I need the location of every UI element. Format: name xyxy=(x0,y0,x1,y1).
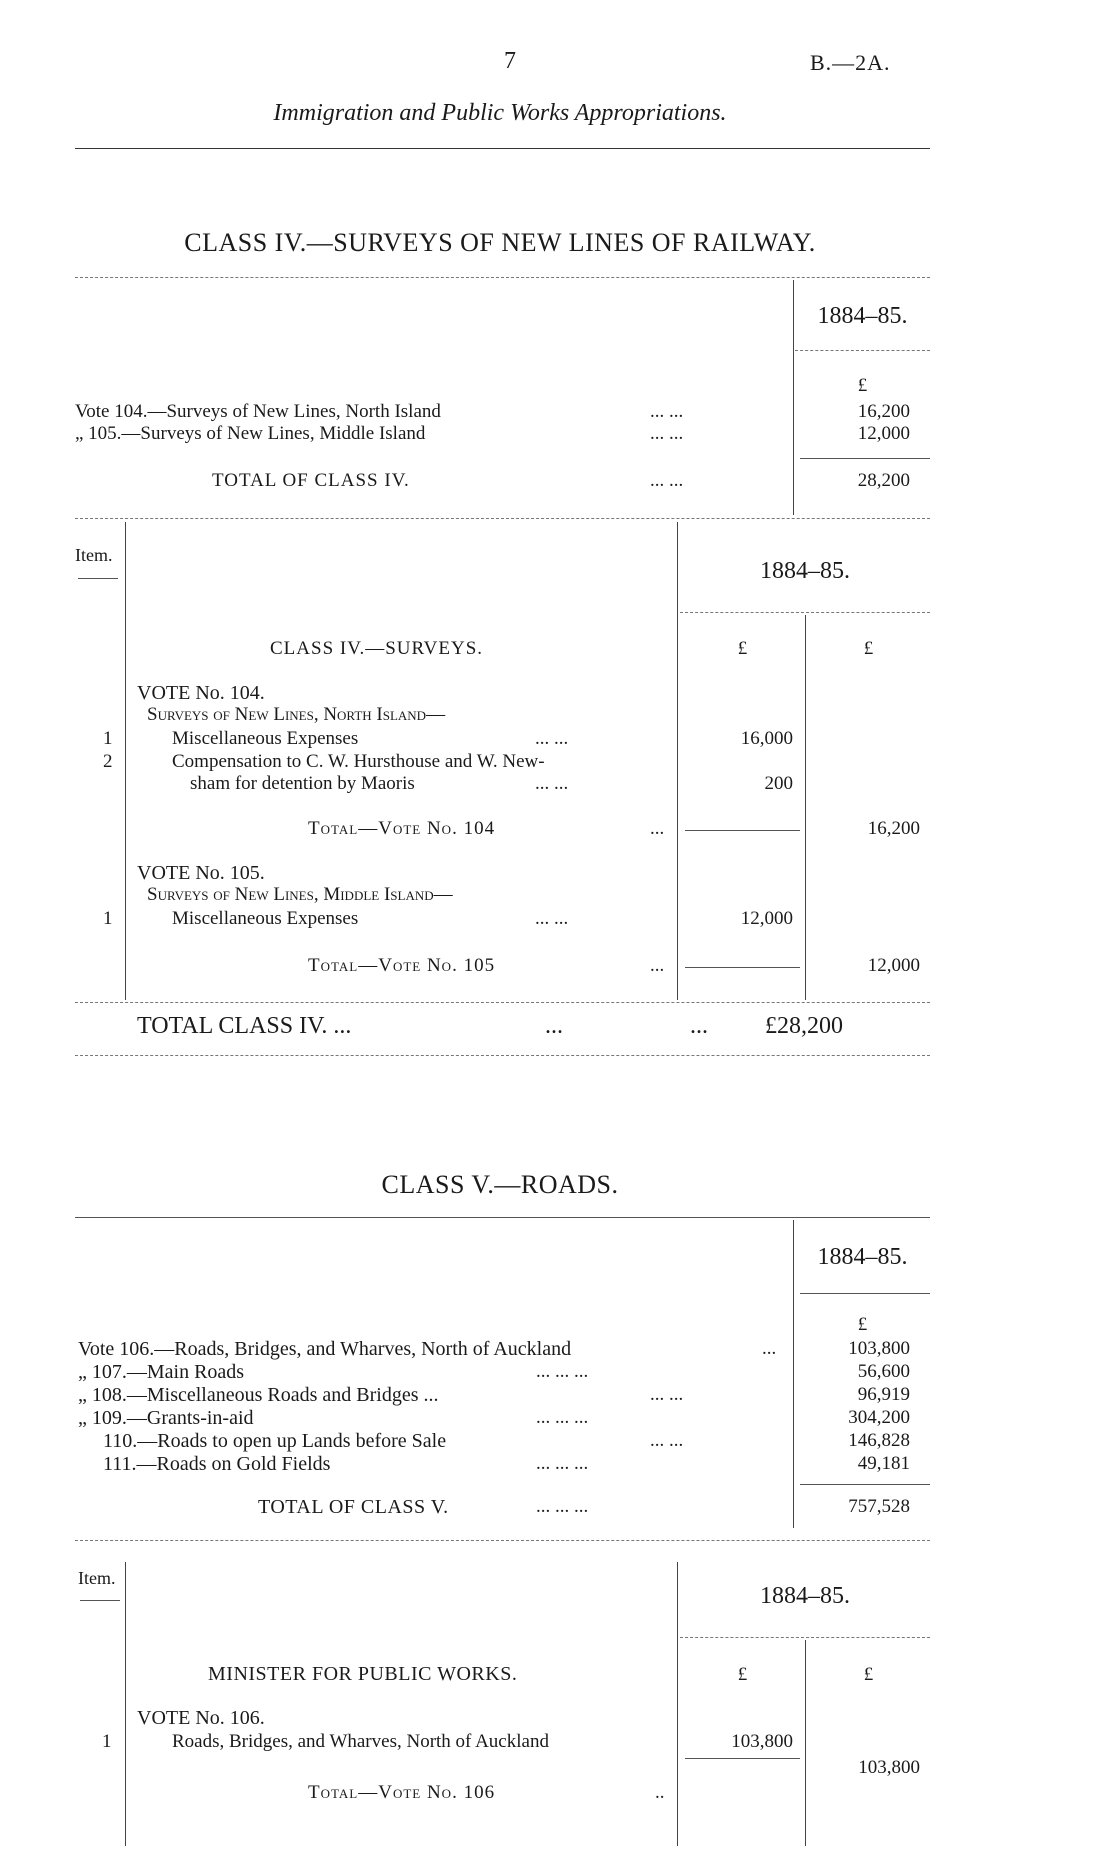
class4-year-underline xyxy=(795,350,930,351)
class5-summary-total-label: TOTAL OF CLASS V. xyxy=(258,1496,449,1518)
vote-106-summary-label: Vote 106.—Roads, Bridges, and Wharves, North of Auckland xyxy=(78,1338,572,1360)
class5-detail-right-amount-rule xyxy=(805,1640,806,1846)
vote-104-sum-rule xyxy=(685,830,800,831)
class5-detail-section-title: MINISTER FOR PUBLIC WORKS. xyxy=(208,1663,518,1685)
class5-year-underline xyxy=(800,1293,930,1294)
vote-104-item-2-number: 2 xyxy=(103,751,113,772)
vote-111-summary-amount: 49,181 xyxy=(857,1453,910,1474)
class4-summary-total-leaders: ... ... xyxy=(650,470,684,491)
class5-summary-column-rule xyxy=(793,1220,794,1528)
vote-107-summary-amount: 56,600 xyxy=(857,1361,910,1382)
vote-104-subheading: Surveys of New Lines, North Island— xyxy=(147,704,446,725)
class4-detail-currency-1: £ xyxy=(737,638,748,659)
vote-105-total-label: Total—Vote No. 105 xyxy=(308,955,496,976)
vote-105-heading: VOTE No. 105. xyxy=(137,862,265,884)
vote-104-item-2-amount: 200 xyxy=(764,773,793,794)
vote-106-item-1-number: 1 xyxy=(102,1731,112,1752)
vote-104-item-1-amount: 16,000 xyxy=(740,728,793,749)
class5-item-underline xyxy=(80,1600,120,1601)
class5-detail-year-underline xyxy=(680,1637,930,1638)
vote-108-summary-leaders: ... ... xyxy=(650,1384,684,1405)
vote-104-summary-amount: 16,200 xyxy=(857,401,910,422)
vote-104-summary-leaders: ... ... xyxy=(650,401,684,422)
vote-106-summary-leaders: ... xyxy=(762,1338,777,1359)
vote-104-item-2-leaders: ... ... xyxy=(535,773,569,794)
vote-106-item-1-text: Roads, Bridges, and Wharves, North of Auckland xyxy=(172,1731,549,1752)
class4-grand-total-leaders-1: ... xyxy=(545,1013,563,1039)
class4-item-underline xyxy=(78,578,118,579)
vote-106-total-leaders: .. xyxy=(655,1782,665,1803)
vote-104-item-1-text: Miscellaneous Expenses xyxy=(172,728,359,749)
vote-105-item-1-text: Miscellaneous Expenses xyxy=(172,908,359,929)
vote-105-summary-leaders: ... ... xyxy=(650,423,684,444)
class4-summary-year: 1884–85. xyxy=(817,303,908,329)
vote-106-item-1-amount: 103,800 xyxy=(731,1731,793,1752)
class4-detail-year: 1884–85. xyxy=(760,558,850,584)
class4-summary-sum-rule xyxy=(800,458,930,459)
vote-108-summary-amount: 96,919 xyxy=(857,1384,910,1405)
class4-grand-total-amount: £28,200 xyxy=(765,1013,843,1039)
vote-104-item-2-text-continued: sham for detention by Maoris xyxy=(190,773,415,794)
vote-110-summary-label: 110.—Roads to open up Lands before Sale xyxy=(78,1430,447,1452)
class5-detail-year: 1884–85. xyxy=(760,1583,850,1609)
class4-summary-currency: £ xyxy=(857,375,868,396)
class5-summary-total-amount: 757,528 xyxy=(848,1496,910,1517)
vote-105-item-1-number: 1 xyxy=(103,908,113,929)
vote-108-summary-label: „ 108.—Miscellaneous Roads and Bridges ... xyxy=(78,1384,439,1406)
vote-104-item-2-text: Compensation to C. W. Hursthouse and W. New- xyxy=(172,751,545,772)
class5-summary-total-leaders: ... ... ... xyxy=(536,1496,589,1517)
vote-105-total-leaders: ... xyxy=(650,955,665,976)
vote-104-total-amount: 16,200 xyxy=(867,818,920,839)
class5-item-header: Item. xyxy=(78,1568,116,1588)
class4-summary-bottom-rule xyxy=(75,518,930,519)
vote-104-item-1-leaders: ... ... xyxy=(535,728,569,749)
vote-105-item-1-amount: 12,000 xyxy=(740,908,793,929)
vote-104-item-1-number: 1 xyxy=(103,728,113,749)
class4-summary-column-rule xyxy=(793,280,794,515)
vote-104-summary-label: Vote 104.—Surveys of New Lines, North Island xyxy=(75,401,441,422)
vote-105-total-amount: 12,000 xyxy=(867,955,920,976)
vote-104-total-leaders: ... xyxy=(650,818,665,839)
class5-summary-sum-rule xyxy=(800,1484,930,1485)
header-rule xyxy=(75,148,930,149)
vote-111-summary-leaders: ... ... ... xyxy=(536,1453,589,1474)
vote-105-sum-rule xyxy=(685,967,800,968)
vote-106-total-amount: 103,800 xyxy=(858,1757,920,1778)
vote-111-summary-label: 111.—Roads on Gold Fields xyxy=(78,1453,331,1475)
vote-106-total-label: Total—Vote No. 106 xyxy=(308,1782,496,1803)
class4-detail-left-amount-rule xyxy=(677,522,678,1000)
vote-105-summary-label: „ 105.—Surveys of New Lines, Middle Island xyxy=(75,423,426,444)
page-number: 7 xyxy=(504,48,516,74)
vote-110-summary-leaders: ... ... xyxy=(650,1430,684,1451)
class5-detail-currency-2: £ xyxy=(863,1664,874,1685)
page-subtitle: Immigration and Public Works Appropriations. xyxy=(273,100,727,126)
class4-grand-total-label: TOTAL CLASS IV. ... xyxy=(137,1013,352,1039)
vote-109-summary-label: „ 109.—Grants-in-aid xyxy=(78,1407,254,1429)
vote-104-heading: VOTE No. 104. xyxy=(137,682,265,704)
class4-grand-total-bottom-rule xyxy=(75,1055,930,1056)
vote-106-sum-rule xyxy=(685,1758,800,1759)
vote-107-summary-leaders: ... ... ... xyxy=(536,1361,589,1382)
class4-detail-right-amount-rule xyxy=(805,615,806,1000)
vote-104-total-label: Total—Vote No. 104 xyxy=(308,818,496,839)
vote-109-summary-amount: 304,200 xyxy=(848,1407,910,1428)
class4-item-column-rule xyxy=(125,522,126,1000)
class5-summary-top-rule xyxy=(75,1217,930,1218)
class4-detail-year-underline xyxy=(680,612,930,613)
class5-summary-currency: £ xyxy=(857,1314,868,1335)
vote-106-summary-amount: 103,800 xyxy=(848,1338,910,1359)
document-reference: B.—2A. xyxy=(810,50,891,75)
class5-summary-year: 1884–85. xyxy=(817,1244,908,1270)
class4-detail-section-title: CLASS IV.—SURVEYS. xyxy=(270,638,484,659)
vote-106-heading: VOTE No. 106. xyxy=(137,1707,265,1729)
class5-summary-bottom-rule xyxy=(75,1540,930,1541)
class4-grand-total-top-rule xyxy=(75,1002,930,1003)
class5-title: CLASS V.—ROADS. xyxy=(381,1170,619,1199)
class5-detail-left-amount-rule xyxy=(677,1562,678,1846)
class4-item-header: Item. xyxy=(75,545,113,565)
class4-summary-top-rule xyxy=(75,277,930,278)
class4-summary-total-amount: 28,200 xyxy=(857,470,910,491)
class5-item-column-rule xyxy=(125,1562,126,1846)
vote-105-item-1-leaders: ... ... xyxy=(535,908,569,929)
class4-detail-currency-2: £ xyxy=(863,638,874,659)
vote-105-subheading: Surveys of New Lines, Middle Island— xyxy=(147,884,453,905)
vote-107-summary-label: „ 107.—Main Roads xyxy=(78,1361,245,1383)
class4-title: CLASS IV.—SURVEYS OF NEW LINES OF RAILWAY. xyxy=(184,228,816,257)
class4-grand-total-leaders-2: ... xyxy=(690,1013,708,1039)
vote-105-summary-amount: 12,000 xyxy=(857,423,910,444)
vote-109-summary-leaders: ... ... ... xyxy=(536,1407,589,1428)
class4-summary-total-label: TOTAL OF CLASS IV. xyxy=(212,470,410,491)
class5-detail-currency-1: £ xyxy=(737,1664,748,1685)
vote-110-summary-amount: 146,828 xyxy=(848,1430,910,1451)
